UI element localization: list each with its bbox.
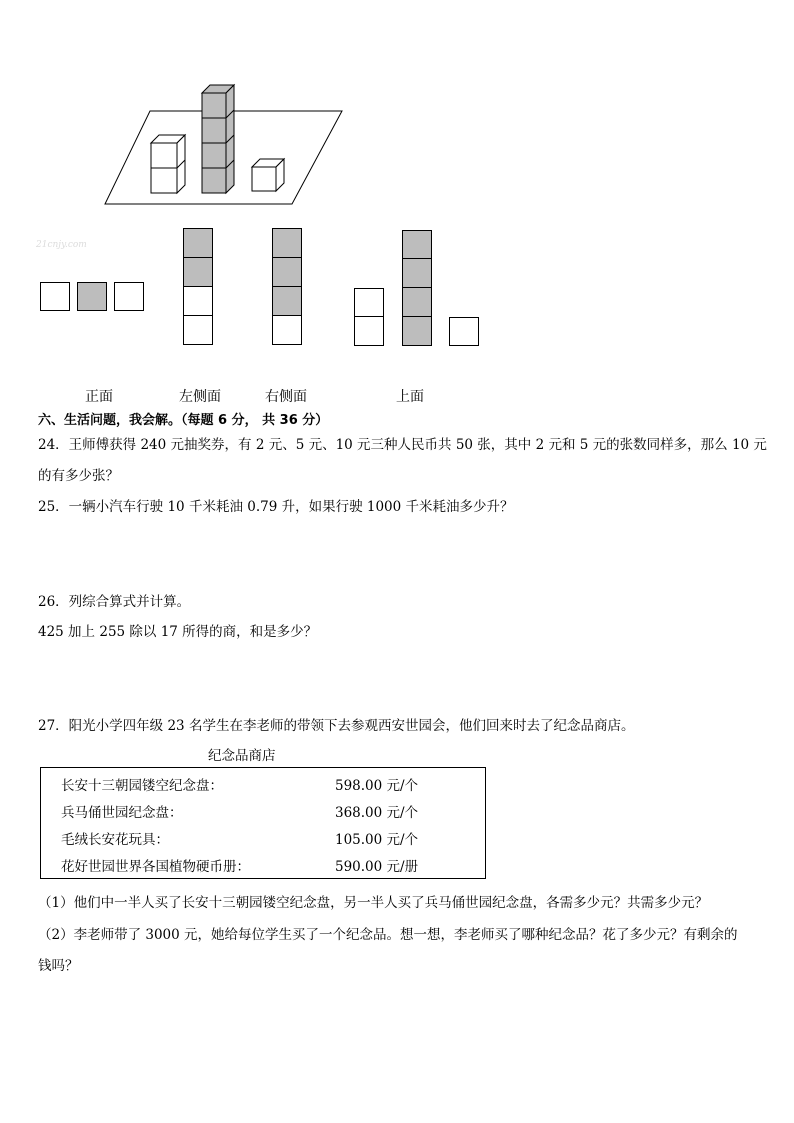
view-label-top: 上面 — [396, 389, 424, 405]
front-view-square — [114, 282, 144, 311]
shop-item-price: 105.00 元/个 — [335, 832, 419, 848]
front-view-square — [40, 282, 70, 311]
middle-cube-stack — [202, 85, 234, 193]
right-view-square — [272, 286, 302, 316]
subquestion-2-line2: 钱吗？ — [38, 958, 79, 974]
question-26-line1: 26．列综合算式并计算。 — [38, 594, 191, 610]
left-view-square — [183, 257, 213, 287]
section-heading: 六、生活问题，我会解。（每题 6 分， 共 36 分） — [38, 413, 329, 428]
question-25: 25．一辆小汽车行驶 10 千米耗油 0.79 升，如果行驶 1000 千米耗油多少升？ — [38, 499, 514, 515]
shop-item-name: 花好世园世界各国植物硬币册： — [61, 859, 250, 875]
shop-price-table — [40, 767, 486, 879]
view-label-left: 左侧面 — [179, 389, 221, 405]
view-label-front: 正面 — [85, 389, 113, 405]
question-26-line2: 425 加上 255 除以 17 所得的商，和是多少？ — [38, 624, 318, 640]
subquestion-2-line1: （2）李老师带了 3000 元，她给每位学生买了一个纪念品。想一想，李老师买了哪种纪念品？花了多少元？有剩余的 — [38, 927, 738, 943]
right-view-square — [272, 257, 302, 287]
shop-item-name: 长安十三朝园镂空纪念盘： — [61, 778, 223, 794]
shop-item-price: 598.00 元/个 — [335, 778, 419, 794]
shop-item-price: 590.00 元/册 — [335, 859, 419, 875]
question-27: 27．阳光小学四年级 23 名学生在李老师的带领下去参观西安世园会，他们回来时去了纪念品商店。 — [38, 718, 635, 734]
top-view-square — [354, 316, 384, 346]
cube-arrangement-figure — [100, 80, 350, 210]
shop-item-name: 毛绒长安花玩具： — [61, 832, 169, 848]
top-view-square — [402, 258, 432, 288]
top-view-square — [449, 317, 479, 346]
top-view-square — [402, 287, 432, 317]
top-view-square — [354, 288, 384, 317]
right-view-square — [272, 228, 302, 258]
right-view-square — [272, 315, 302, 345]
left-view-square — [183, 228, 213, 258]
question-24-line2: 的有多少张？ — [38, 468, 119, 484]
left-view-square — [183, 286, 213, 316]
shop-title: 纪念品商店 — [208, 748, 276, 764]
shop-item-price: 368.00 元/个 — [335, 805, 419, 821]
top-view-square — [402, 316, 432, 346]
shop-item-name: 兵马俑世园纪念盘： — [61, 805, 183, 821]
top-view-square — [402, 230, 432, 259]
watermark-text: 21cnjy.com — [36, 240, 87, 250]
subquestion-1: （1）他们中一半人买了长安十三朝园镂空纪念盘，另一半人买了兵马俑世园纪念盘，各需多少元？共需多少元？ — [38, 895, 709, 911]
left-view-square — [183, 315, 213, 345]
right-single-cube — [252, 159, 284, 191]
question-24-line1: 24．王师傅获得 240 元抽奖券，有 2 元、5 元、10 元三种人民币共 50 张，其中 2 元和 5 元的张数同样多，那么 10 元 — [38, 437, 767, 453]
view-label-right: 右侧面 — [265, 389, 307, 405]
left-cube-stack — [151, 135, 185, 193]
front-view-square — [77, 282, 107, 311]
